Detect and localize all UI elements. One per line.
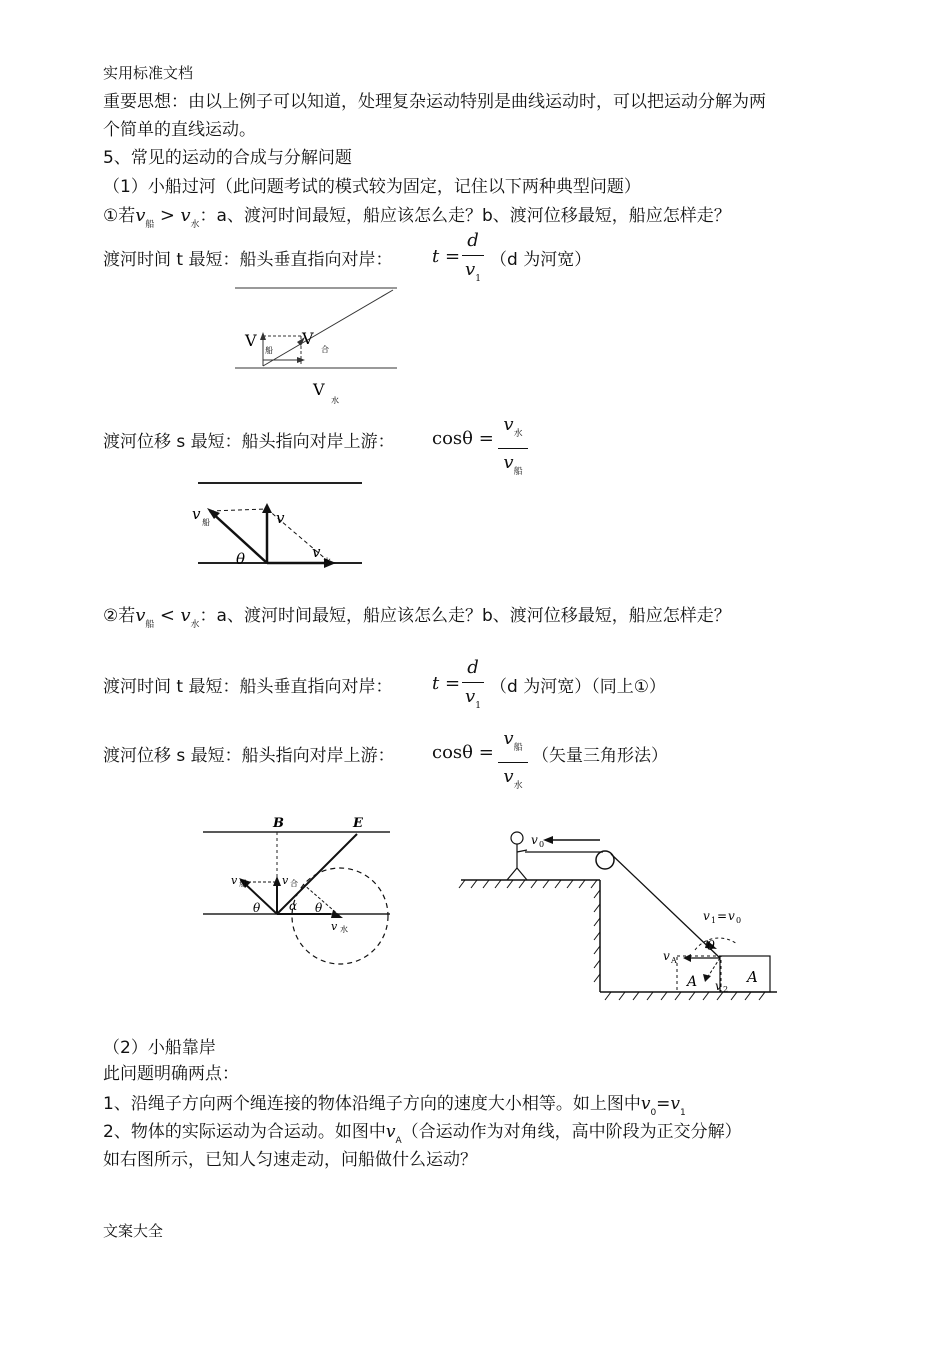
point-2-line: 2、物体的实际运动为合运动。如图中$v_A$（合运动作为对角线，高中阶段为正交分解） (103, 1122, 742, 1146)
river-width-note-2: （d 为河宽）（同上①） (490, 677, 666, 697)
svg-text:θ: θ (253, 901, 261, 915)
vboat-over-vwater: $v_船$ $v_水$ (498, 728, 528, 797)
svg-text:v: v (192, 505, 201, 523)
t-equals: t = (432, 246, 461, 267)
idea-line-1: 重要思想：由以上例子可以知道，处理复杂运动特别是曲线运动时，可以把运动分解为两 (103, 92, 766, 112)
case-1-line: ①若$v_船 > v_水$：a、渡河时间最短，船应该怎么走？b、渡河位移最短，船应怎样走？ (103, 205, 731, 230)
d-over-v1-fraction-2: d $v_1$ (462, 657, 484, 717)
d-over-v1-fraction-1: d $v_1$ (462, 230, 484, 290)
svg-text:水: 水 (331, 396, 339, 405)
subsection-1-title: （1）小船过河（此问题考试的模式较为固定，记住以下两种典型问题） (103, 177, 641, 197)
point-1-line: 1、沿绳子方向两个绳连接的物体沿绳子方向的速度大小相等。如上图中$v_0=v_1$ (103, 1094, 686, 1118)
svg-text:v: v (282, 874, 289, 887)
svg-text:B: B (273, 816, 284, 831)
svg-text:V: V (302, 329, 314, 348)
svg-text:v: v (663, 949, 670, 963)
idea-line-2: 个简单的直线运动。 (103, 120, 256, 140)
case-1-questions: ：a、渡河时间最短，船应该怎么走？b、渡河位移最短，船应怎样走？ (199, 206, 731, 226)
subsection-2-title: （2）小船靠岸 (103, 1038, 216, 1058)
svg-text:合: 合 (290, 879, 298, 888)
svg-text:v: v (331, 920, 338, 933)
figure-boat-docking (455, 820, 785, 1005)
case-2-line: ②若$v_船 < v_水$：a、渡河时间最短，船应该怎么走？b、渡河位移最短，船应怎样走？ (103, 605, 731, 630)
svg-text:v: v (276, 509, 285, 527)
svg-text:v: v (312, 543, 321, 561)
svg-text:船: 船 (265, 346, 273, 355)
svg-text:A: A (687, 974, 698, 990)
case-2-prefix: ②若 (103, 606, 136, 626)
svg-text:水: 水 (323, 557, 331, 566)
t-shortest-line-2: 渡河时间 t 最短：船头垂直指向对岸： (103, 677, 393, 697)
section-5-title: 5、常见的运动的合成与分解问题 (103, 148, 352, 168)
t-shortest-line-1: 渡河时间 t 最短：船头垂直指向对岸： (103, 250, 393, 270)
svg-text:E: E (353, 816, 363, 831)
svg-text:v: v (531, 833, 538, 847)
svg-text:2: 2 (723, 985, 729, 994)
case-1-prefix: ①若 (103, 206, 136, 226)
question-line: 如右图所示，已知人匀速走动，问船做什么运动？ (103, 1150, 477, 1170)
svg-text:0: 0 (736, 916, 742, 925)
svg-text:水: 水 (340, 925, 348, 934)
svg-text:A: A (747, 968, 758, 986)
case-2-questions: ：a、渡河时间最短，船应该怎么走？b、渡河位移最短，船应怎样走？ (199, 606, 731, 626)
page-footer: 文案大全 (103, 1222, 164, 1240)
svg-text:船: 船 (202, 518, 210, 527)
svg-text:合: 合 (321, 345, 329, 354)
svg-text:v: v (728, 909, 735, 923)
svg-text:0: 0 (539, 840, 545, 849)
figure-shortest-displacement-2 (195, 812, 400, 972)
vwater-over-vboat: $v_水$ $v_船$ (498, 414, 528, 483)
svg-text:V: V (313, 380, 325, 399)
svg-text:v: v (703, 909, 710, 923)
river-width-note-1: （d 为河宽） (490, 250, 592, 270)
svg-text:1: 1 (711, 916, 717, 925)
vector-triangle-note: （矢量三角形法） (532, 746, 668, 766)
cos-theta-2: cosθ = (432, 742, 494, 763)
t-equals-2: t = (432, 673, 461, 694)
svg-text:V: V (245, 331, 257, 350)
two-points-intro: 此问题明确两点： (103, 1064, 239, 1084)
svg-text:θ: θ (707, 939, 715, 954)
svg-text:θ: θ (236, 550, 246, 568)
figure-shortest-time-crossing (225, 280, 415, 410)
svg-text:θ: θ (315, 901, 323, 915)
figure-shortest-displacement-1 (180, 475, 380, 575)
svg-text:=: = (717, 909, 728, 923)
s-shortest-line-1: 渡河位移 s 最短：船头指向对岸上游： (103, 432, 395, 452)
page-header: 实用标准文档 (103, 64, 194, 82)
svg-text:v: v (231, 874, 238, 887)
s-shortest-line-2: 渡河位移 s 最短：船头指向对岸上游： (103, 746, 395, 766)
cos-theta-1: cosθ = (432, 428, 494, 449)
svg-text:α: α (289, 899, 298, 913)
svg-text:船: 船 (239, 879, 247, 888)
svg-text:v: v (715, 979, 722, 993)
svg-text:A: A (671, 956, 677, 965)
